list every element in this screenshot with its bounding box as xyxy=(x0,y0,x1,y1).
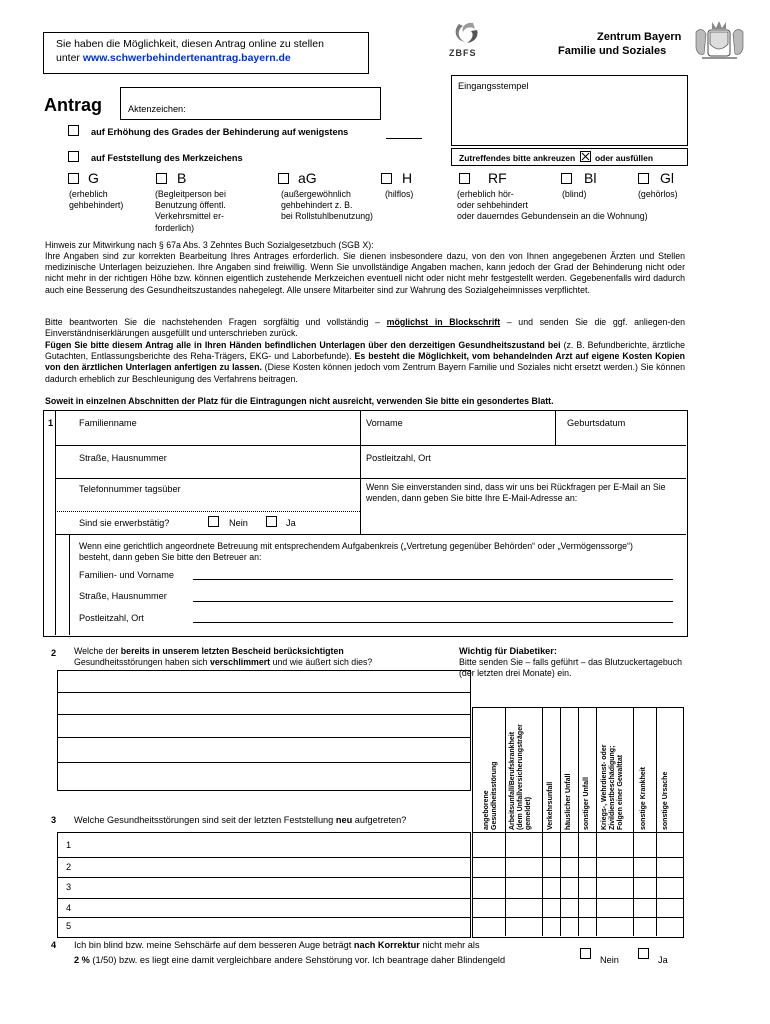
section4-line1 xyxy=(74,940,480,950)
divider xyxy=(57,762,470,763)
blindengeld-ja-checkbox[interactable] xyxy=(638,948,649,959)
soweit-notice: Soweit in einzelnen Abschnitten der Platz für die Eintragungen nicht ausreicht, verwenden Sie bitte ein gesondertes Blatt. xyxy=(45,396,554,406)
zbfs-abbr: ZBFS xyxy=(449,48,477,58)
section4-line2 xyxy=(74,955,505,965)
divider xyxy=(633,707,634,936)
col-sonstige-krankheit: sonstige Krankheit xyxy=(640,766,647,830)
s4-l2b: (1/50) bzw. es liegt eine damit vergleichbare andere Sehstörung vor. Ich beantrage daher Blindengeld xyxy=(92,955,506,965)
strasse-field[interactable] xyxy=(56,465,359,477)
merkzeichen-b-desc: (Begleitperson bei Benutzung öffentl. Verkehrsmittel er- forderlich) xyxy=(155,189,226,233)
section2-number: 2 xyxy=(51,648,57,658)
section2-question xyxy=(74,646,454,668)
instruction-text xyxy=(459,151,653,163)
email-field[interactable] xyxy=(361,506,685,533)
merkzeichen-gl-desc: (gehörlos) xyxy=(638,189,678,199)
divider xyxy=(57,692,470,693)
section3-row-5[interactable]: 5 xyxy=(66,921,72,931)
familienname-field[interactable] xyxy=(56,430,359,444)
divider xyxy=(578,707,579,936)
bitte-p2d: (Diese Kosten können jedoch vom Zentrum Bayern Familie und Soziales nicht ersetzt werden.) Sie können dadurch erheblich zur Beschleunigung des Verfahrens beitragen. xyxy=(45,362,685,384)
bitte-p2c: Es besteht die Möglichkeit, vom behandelnden Arzt auf eigene Kosten Kopien von den ärztlichen Unterlagen anfertigen zu lassen. xyxy=(45,351,685,373)
merkzeichen-g-desc: (erheblich gehbehindert) xyxy=(69,189,124,211)
s3-q-b: neu xyxy=(335,815,353,825)
eingangsstempel-label: Eingangsstempel xyxy=(458,81,529,91)
merkzeichen-h-checkbox[interactable] xyxy=(381,173,392,184)
col-verkehrsunfall: Verkehrsunfall xyxy=(547,781,554,830)
section3-row-2[interactable]: 2 xyxy=(66,862,72,872)
merkzeichen-gl-code: Gl xyxy=(660,170,674,186)
online-prefix: unter xyxy=(56,52,80,64)
bitte-paragraph-2 xyxy=(45,340,685,385)
blindengeld-nein-checkbox[interactable] xyxy=(580,948,591,959)
betreuer-name-field[interactable] xyxy=(193,579,673,580)
erwerb-nein-checkbox[interactable] xyxy=(208,516,219,527)
merkzeichen-bl-desc: (blind) xyxy=(562,189,587,199)
merkzeichen-b-checkbox[interactable] xyxy=(156,173,167,184)
email-label: Wenn Sie einverstanden sind, dass wir uns bei Rückfragen per E-Mail an Sie wenden, dann geben Sie bitte Ihre E-Mail-Adresse an: xyxy=(366,482,666,504)
online-notice-text: Sie haben die Möglichkeit, diesen Antrag online zu stellen xyxy=(56,38,324,50)
col-angeboren: angeborene Gesundheitsstörung xyxy=(483,761,498,830)
s4-l1c: nicht mehr als xyxy=(422,940,480,950)
col-sonstige-ursache: sonstige Ursache xyxy=(662,771,669,830)
erhoehung-grade-field[interactable] xyxy=(386,138,422,139)
bitte-p1c: – und senden Sie die ggf. anliegen-den Einverständniserklärungen ausgefüllt und unterschrieben zurück. xyxy=(45,317,685,339)
merkzeichen-rf-code: RF xyxy=(488,170,507,186)
merkzeichen-b-code: B xyxy=(177,170,187,186)
erwerb-ja-checkbox[interactable] xyxy=(266,516,277,527)
s4-l1a: Ich bin blind bzw. meine Sehschärfe auf dem besseren Auge beträgt xyxy=(74,940,352,950)
s2-q-c: Gesundheitsstörungen haben sich xyxy=(74,657,208,668)
divider xyxy=(57,737,470,738)
plz-label: Postleitzahl, Ort xyxy=(366,453,431,463)
section3-question xyxy=(74,815,406,825)
divider xyxy=(69,534,70,635)
telefon-field[interactable] xyxy=(56,496,359,510)
section3-number: 3 xyxy=(51,815,57,825)
familienname-label: Familienname xyxy=(79,418,137,428)
section3-row-1[interactable]: 1 xyxy=(66,840,72,850)
erhoehung-checkbox[interactable] xyxy=(68,125,79,136)
divider xyxy=(57,898,470,899)
merkzeichen-ag-checkbox[interactable] xyxy=(278,173,289,184)
bitte-p2b: (z. B. Befundberichte, ärztliche Gutachten, Entlassungsberichte des Reha-Trägers, EKG- und Laborbefunde). xyxy=(45,340,685,362)
merkzeichen-g-checkbox[interactable] xyxy=(68,173,79,184)
divider xyxy=(55,478,686,479)
s2-q-b: bereits in unserem letzten Bescheid berücksichtigten xyxy=(120,646,344,656)
telefon-dashed-line xyxy=(55,511,360,512)
divider xyxy=(542,707,543,936)
merkzeichen-rf-checkbox[interactable] xyxy=(459,173,470,184)
betreuer-name-label: Familien- und Vorname xyxy=(79,570,174,580)
betreuer-strasse-label: Straße, Hausnummer xyxy=(79,591,167,601)
zbfs-logo-icon xyxy=(451,20,481,46)
erwerb-label: Sind sie erwerbstätig? xyxy=(79,518,170,528)
s3-q-c: aufgetreten? xyxy=(354,815,407,825)
strasse-label: Straße, Hausnummer xyxy=(79,453,167,463)
bitte-p1a: Bitte beantworten Sie die nachstehenden Fragen sorgfältig und vollständig – xyxy=(45,317,381,327)
crossed-box-icon xyxy=(580,151,591,162)
divider xyxy=(55,534,686,535)
divider xyxy=(57,857,470,858)
merkzeichen-h-code: H xyxy=(402,170,413,186)
blindengeld-ja-label: Ja xyxy=(658,955,668,965)
divider xyxy=(505,707,506,936)
geburtsdatum-field[interactable] xyxy=(556,430,685,444)
merkzeichen-bl-checkbox[interactable] xyxy=(561,173,572,184)
hinweis-heading: Hinweis zur Mitwirkung nach § 67a Abs. 3 Zehntes Buch Sozialgesetzbuch (SGB X): xyxy=(45,240,374,250)
col-arbeitsunfall: Arbeitsunfall/Berufskrankheit (dem Unfallversicherungsträger gemeldet) xyxy=(509,724,532,830)
merkzeichen-bl-code: Bl xyxy=(584,170,597,186)
s4-l2a: 2 % xyxy=(74,955,90,965)
instruction-tail: oder ausfüllen xyxy=(594,153,654,163)
erhoehung-label: auf Erhöhung des Grades der Behinderung auf wenigstens xyxy=(91,127,349,137)
s2-q-d: verschlimmert xyxy=(209,657,271,668)
merkzeichen-h-desc: (hilflos) xyxy=(385,189,414,199)
online-notice-url-line xyxy=(56,52,291,64)
betreuer-strasse-field[interactable] xyxy=(193,601,673,602)
s4-l1b: nach Korrektur xyxy=(353,940,420,950)
col-haeuslicher-unfall: häuslicher Unfall xyxy=(565,773,572,830)
page-title: Antrag xyxy=(44,95,102,115)
divider xyxy=(560,707,561,936)
section2-answer-area[interactable] xyxy=(57,670,471,791)
col-sonstiger-unfall: sonstiger Unfall xyxy=(583,777,590,830)
geburtsdatum-label: Geburtsdatum xyxy=(567,418,626,428)
erwerb-ja-label: Ja xyxy=(286,518,296,528)
section1-inner-top xyxy=(55,445,686,446)
diabetiker-text: Bitte senden Sie – falls geführt – das Blutzuckertagebuch (der letzten drei Monate) ein. xyxy=(459,657,682,679)
bitte-p1b: möglichst in Blockschrift xyxy=(386,317,501,327)
section1-number: 1 xyxy=(48,418,54,428)
col-kriegsdienst: Kriegs-, Wehrdienst- oder Zivildienstbeschädigung; Folgen einer Gewalttat xyxy=(601,744,624,830)
divider xyxy=(656,707,657,936)
bavarian-coat-of-arms-icon xyxy=(692,18,747,62)
diabetiker-title: Wichtig für Diabetiker: xyxy=(459,646,557,656)
merkzeichen-ag-code: aG xyxy=(298,170,317,186)
telefon-label: Telefonnummer tagsüber xyxy=(79,484,181,494)
merkzeichen-ag-desc: (außergewöhnlich gehbehindert z. B. bei Rollstuhlbenutzung) xyxy=(281,189,373,222)
erwerb-nein-label: Nein xyxy=(229,518,248,528)
s2-q-a: Welche der xyxy=(74,646,119,656)
betreuer-plz-field[interactable] xyxy=(193,622,673,623)
betreuung-text: Wenn eine gerichtlich angeordnete Betreuung mit entsprechendem Aufgabenkreis („Vertretung gegenüber Behörden“ oder „Vermögenssorge“) besteht, dann geben Sie bitte den Betreuer an: xyxy=(79,541,633,563)
instruction-label: Zutreffendes bitte ankreuzen xyxy=(459,153,576,163)
section3-row-3[interactable]: 3 xyxy=(66,882,72,892)
vorname-label: Vorname xyxy=(366,418,403,428)
bitte-p2a: Fügen Sie bitte diesem Antrag alle in Ihren Händen befindlichen Unterlagen über den derzeitigen Gesundheitszustand bei xyxy=(45,340,561,350)
feststellung-label: auf Feststellung des Merkzeichens xyxy=(91,153,243,163)
feststellung-checkbox[interactable] xyxy=(68,151,79,162)
divider xyxy=(596,707,597,936)
vorname-field[interactable] xyxy=(361,430,554,444)
merkzeichen-gl-checkbox[interactable] xyxy=(638,173,649,184)
blindengeld-nein-label: Nein xyxy=(600,955,619,965)
aktenzeichen-label: Aktenzeichen: xyxy=(128,104,186,114)
s3-q-a: Welche Gesundheitsstörungen sind seit der letzten Feststellung xyxy=(74,815,334,825)
s2-q-e: und wie äußert sich dies? xyxy=(272,657,373,668)
hinweis-body: Ihre Angaben sind zur korrekten Bearbeitung Ihres Antrages erforderlich. Sie dienen insbesondere dazu, von den von Ihnen angegebenen Ärzten und Stellen medizinische Unterlagen beizuziehen. Ihre Angaben sind freiwillig. Wenn Sie unvollständige Angaben machen, kann jedoch der Grad der Behinderung nicht oder nicht mehr in der richtigen Höhe bzw. können eigentlich zustehende Merkzeichen eventuell nicht oder nicht mehr festgestellt werden. Gegebenenfalls wird dadurch auch eine Besserung des Gesundheitszustandes nahegelegt. Alle unsere Mitarbeiter sind zur Wahrung des Sozialgeheimnisses verpflichtet. xyxy=(45,251,685,295)
plz-field[interactable] xyxy=(361,465,685,477)
online-url-link[interactable]: www.schwerbehindertenantrag.bayern.de xyxy=(82,52,291,64)
org-name-line2: Familie und Soziales xyxy=(558,45,667,57)
divider xyxy=(57,917,470,918)
bitte-paragraph-1 xyxy=(45,317,685,339)
section3-answer-area xyxy=(57,832,471,938)
merkzeichen-rf-desc: (erheblich hör- oder sehbehindert oder dauerndes Gebundensein an die Wohnung) xyxy=(457,189,648,222)
merkzeichen-g-code: G xyxy=(88,170,99,186)
betreuer-plz-label: Postleitzahl, Ort xyxy=(79,613,144,623)
section4-number: 4 xyxy=(51,940,57,950)
section3-row-4[interactable]: 4 xyxy=(66,903,72,913)
divider xyxy=(57,877,470,878)
org-name-line1: Zentrum Bayern xyxy=(597,31,682,43)
divider xyxy=(57,714,470,715)
